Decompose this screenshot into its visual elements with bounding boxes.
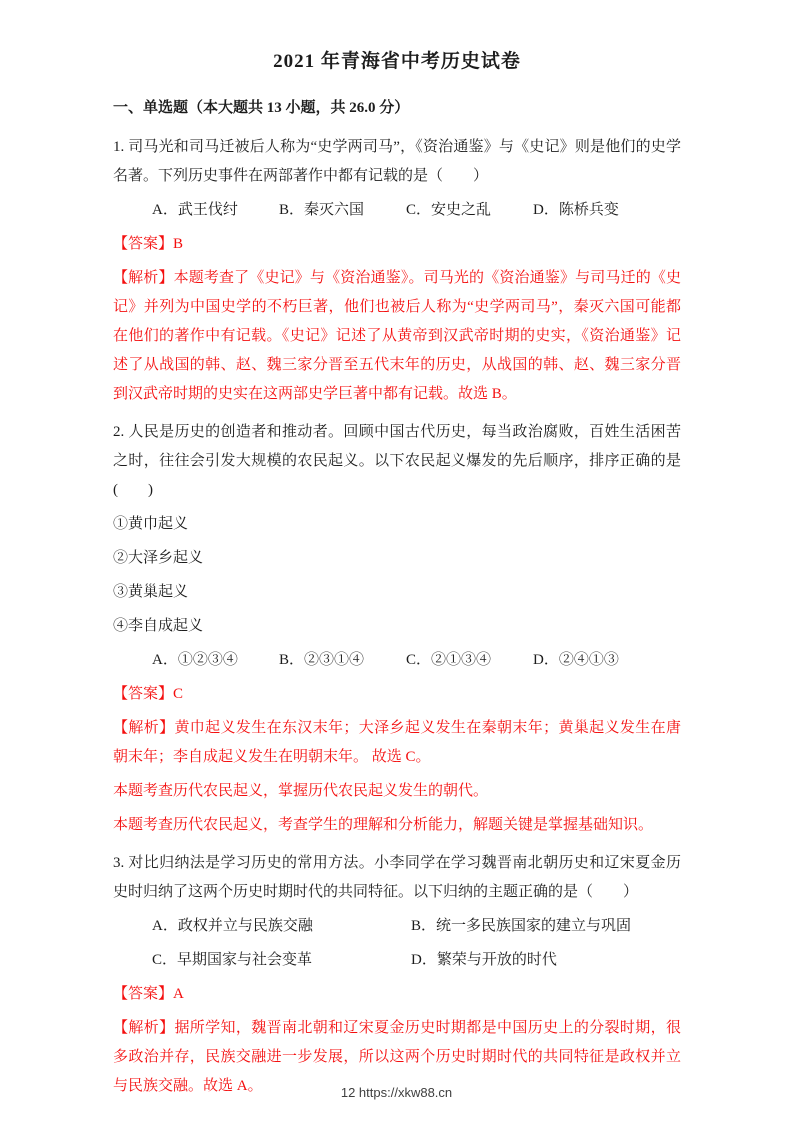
analysis-paragraph: 【解析】据所学知，魏晋南北朝和辽宋夏金历史时期都是中国历史上的分裂时期，很多政治并存，民族交融进一步发展，所以这两个历史时期时代的共同特征是政权并立与民族交融。故选 A。 <box>113 1020 681 1094</box>
answer-line: 【答案】A <box>113 986 184 1002</box>
option-a: A．①②③④ <box>152 652 238 668</box>
question-2 <box>113 418 681 840</box>
question-stem: 2. 人民是历史的创造者和推动者。回顾中国古代历史，每当政治腐败，百姓生活困苦之时，往往会引发大规模的农民起义。以下农民起义爆发的先后顺序，排序正确的是( ) <box>113 424 681 498</box>
option-c: C．②①③④ <box>406 652 492 668</box>
options-row <box>113 196 681 225</box>
option-d: D．陈桥兵变 <box>533 202 619 218</box>
list-item-2: ②大泽乡起义 <box>113 550 204 566</box>
answer-line: 【答案】C <box>113 686 184 702</box>
option-b: B．②③①④ <box>279 652 365 668</box>
section-heading: 一、单选题（本大题共 13 小题，共 26.0 分） <box>113 100 410 116</box>
page-footer: 12 https://xkw88.cn <box>340 1085 453 1100</box>
list-item-1: ①黄巾起义 <box>113 516 189 532</box>
option-c: C．安史之乱 <box>406 202 492 218</box>
option-b: B．统一多民族国家的建立与巩固 <box>411 918 632 934</box>
option-a: A．政权并立与民族交融 <box>152 918 313 934</box>
options-row-2 <box>113 946 681 975</box>
option-d: D．繁荣与开放的时代 <box>411 952 557 968</box>
option-d: D．②④①③ <box>533 652 619 668</box>
question-3 <box>113 849 681 1101</box>
answer-line: 【答案】B <box>113 236 184 252</box>
option-b: B．秦灭六国 <box>279 202 365 218</box>
question-stem: 3. 对比归纳法是学习历史的常用方法。小李同学在学习魏晋南北朝历史和辽宋夏金历史时归纳了这两个历史时期时代的共同特征。以下归纳的主题正确的是（ ） <box>113 855 681 900</box>
option-c: C．早期国家与社会变革 <box>152 952 313 968</box>
analysis-paragraph: 【解析】本题考查了《史记》与《资治通鉴》。司马光的《资治通鉴》与司马迁的《史记》并列为中国史学的不朽巨著，他们也被后人称为“史学两司马”，秦灭六国可能都在他们的著作中有记载。《史记》记述了从黄帝到汉武帝时期的史实，《资治通鉴》记述了从战国的韩、赵、魏三家分晋至五代末年的历史，从战国的韩、赵、魏三家分晋到汉武帝时期的史实在这两部史学巨著中都有记载。故选 B。 <box>113 270 681 402</box>
question-1 <box>113 133 681 409</box>
analysis-paragraph: 本题考查历代农民起义，掌握历代农民起义发生的朝代。 <box>113 783 489 799</box>
option-a: A．武王伐纣 <box>152 202 238 218</box>
question-stem: 1. 司马光和司马迁被后人称为“史学两司马”，《资治通鉴》与《史记》则是他们的史学名著。下列历史事件在两部著作中都有记载的是（ ） <box>113 139 681 184</box>
list-item-3: ③黄巢起义 <box>113 584 189 600</box>
options-row-1 <box>113 912 681 941</box>
list-item-4: ④李自成起义 <box>113 618 204 634</box>
analysis-paragraph: 【解析】黄巾起义发生在东汉末年；大泽乡起义发生在秦朝末年；黄巢起义发生在唐朝末年；李自成起义发生在明朝末年。 故选 C。 <box>113 720 681 765</box>
analysis-paragraph: 本题考查历代农民起义，考查学生的理解和分析能力，解题关键是掌握基础知识。 <box>113 817 654 833</box>
options-row <box>113 646 681 675</box>
page-title: 2021 年青海省中考历史试卷 <box>273 51 521 72</box>
